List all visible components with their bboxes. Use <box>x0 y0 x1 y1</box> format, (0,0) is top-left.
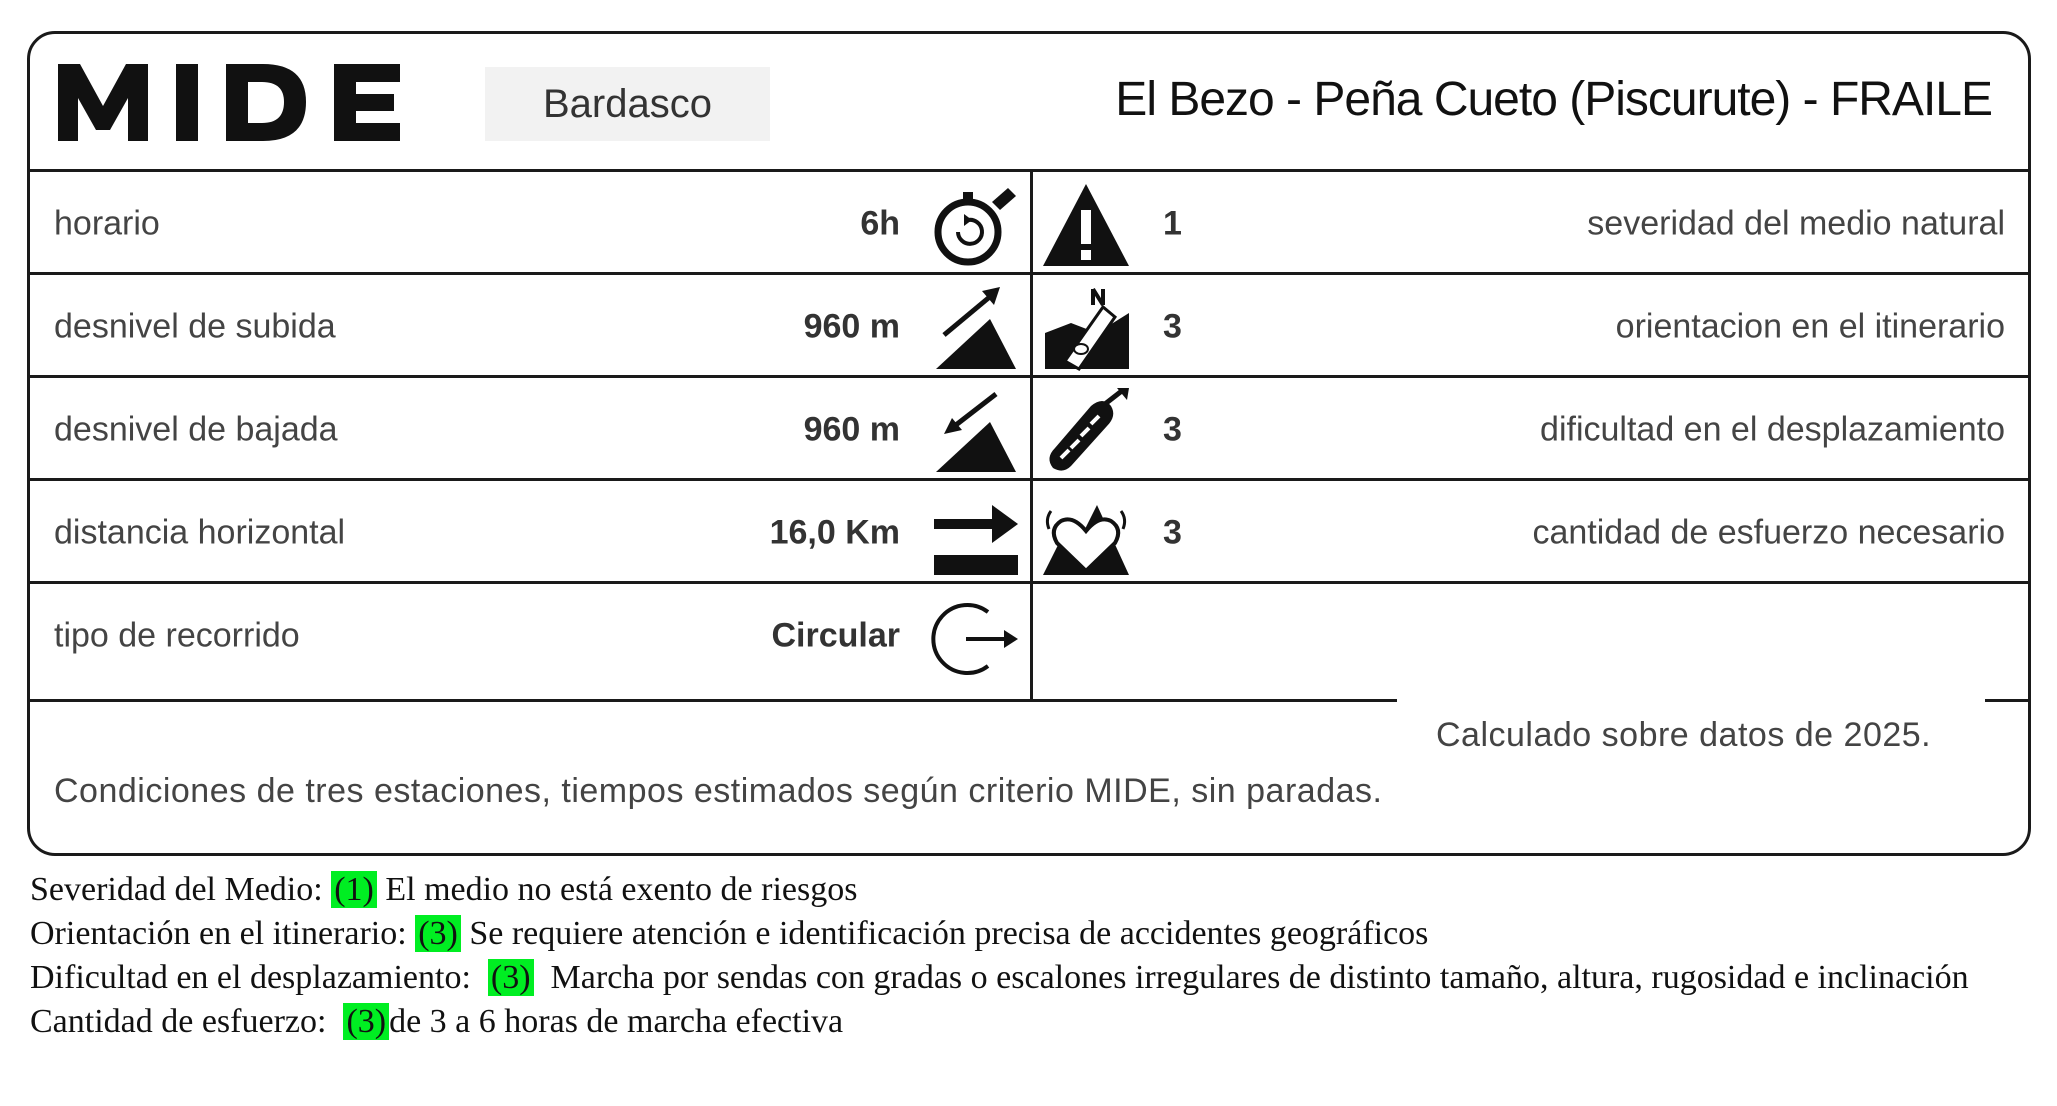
row-horario <box>30 172 1030 275</box>
horario-label: horario <box>54 204 160 242</box>
subida-label: desnivel de subida <box>54 307 336 345</box>
descent-icon <box>930 386 1020 476</box>
severidad-number: 1 <box>1163 204 1182 242</box>
circular-route-icon <box>930 592 1020 682</box>
boot-icon <box>1041 386 1131 476</box>
distancia-label: distancia horizontal <box>54 513 346 551</box>
dificultad-number: 3 <box>1163 410 1182 448</box>
severidad-badge: (1) <box>331 871 377 908</box>
row-severidad <box>1033 172 2033 275</box>
heart-mountain-icon <box>1041 489 1131 579</box>
recorrido-label: tipo de recorrido <box>54 616 300 654</box>
legend-severidad: Severidad del Medio: (1) El medio no está exento de riesgos <box>30 871 858 908</box>
divider <box>27 699 1397 702</box>
stopwatch-icon <box>930 180 1020 270</box>
row-distancia <box>30 481 1030 584</box>
mide-logo <box>58 56 403 151</box>
legend-dificultad: Dificultad en el desplazamiento: (3) Marcha por sendas con gradas o escalones irregulares de distinto tamaño, altura, rugosidad e inclinación <box>30 959 1969 996</box>
esfuerzo-badge: (3) <box>343 1003 389 1040</box>
compass-icon <box>1041 283 1131 373</box>
legend-esfuerzo: Cantidad de esfuerzo: (3)de 3 a 6 horas de marcha efectiva <box>30 1003 844 1040</box>
distancia-value: 16,0 Km <box>769 513 900 551</box>
orientacion-badge: (3) <box>415 915 461 952</box>
esfuerzo-number: 3 <box>1163 513 1182 551</box>
horario-value: 6h <box>860 204 900 242</box>
row-esfuerzo <box>1033 481 2033 584</box>
dificultad-badge: (3) <box>488 959 534 996</box>
severidad-label: severidad del medio natural <box>1587 204 2005 242</box>
dificultad-label: dificultad en el desplazamiento <box>1540 410 2005 448</box>
bajada-label: desnivel de bajada <box>54 410 338 448</box>
orientacion-number: 3 <box>1163 307 1182 345</box>
ascent-icon <box>930 283 1020 373</box>
route-title: El Bezo - Peña Cueto (Piscurute) - FRAILE <box>1115 73 1992 126</box>
legend-orientacion: Orientación en el itinerario: (3) Se requiere atención e identificación precisa de accidentes geográficos <box>30 915 1429 952</box>
legend <box>30 868 2020 1044</box>
esfuerzo-label: cantidad de esfuerzo necesario <box>1532 513 2005 551</box>
zone-box <box>485 67 770 141</box>
distance-arrow-icon <box>930 489 1020 579</box>
warning-icon <box>1041 180 1131 270</box>
zone-name: Bardasco <box>543 81 712 126</box>
orientacion-label: orientacion en el itinerario <box>1615 307 2005 345</box>
calculated-note: Calculado sobre datos de 2025. <box>1420 716 1947 755</box>
conditions-note: Condiciones de tres estaciones, tiempos estimados según criterio MIDE, sin paradas. <box>54 772 1383 810</box>
recorrido-value: Circular <box>771 616 900 654</box>
row-dificultad <box>1033 378 2033 481</box>
mide-card <box>27 31 2031 856</box>
row-subida <box>30 275 1030 378</box>
bajada-value: 960 m <box>803 410 900 448</box>
divider <box>1985 699 2031 702</box>
row-orientacion <box>1033 275 2033 378</box>
row-recorrido <box>30 584 1030 687</box>
subida-value: 960 m <box>803 307 900 345</box>
row-bajada <box>30 378 1030 481</box>
